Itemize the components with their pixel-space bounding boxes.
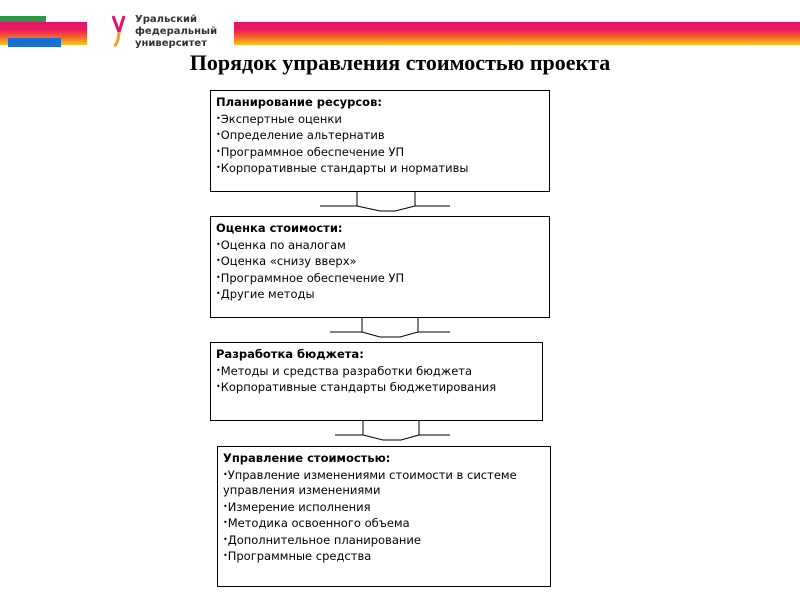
- university-logo-mark: [112, 14, 126, 48]
- list-item: • Экспертные оценки: [216, 111, 544, 128]
- list-item: • Оценка «снизу вверх»: [216, 253, 544, 270]
- box-resource-planning: [210, 90, 550, 192]
- list-item: • Корпоративные стандарты и нормативы: [216, 160, 544, 177]
- box-heading: Планирование ресурсов:: [216, 95, 382, 109]
- box-heading: Разработка бюджета:: [216, 347, 364, 361]
- list-item: • Другие методы: [216, 286, 544, 303]
- logo-line: Уральский: [135, 14, 197, 25]
- list-item: • Определение альтернатив: [216, 127, 544, 144]
- arrow-down-icon: [330, 317, 460, 339]
- list-item: • Управление изменениями стоимости в системе управления изменениями: [223, 467, 545, 499]
- box-heading: Оценка стоимости:: [216, 221, 343, 235]
- list-item: • Программные средства: [223, 548, 545, 565]
- list-item: • Оценка по аналогам: [216, 237, 544, 254]
- list-item: • Методы и средства разработки бюджета: [216, 363, 537, 380]
- logo-line: федеральный: [135, 26, 218, 37]
- list-item: • Программное обеспечение УП: [216, 144, 544, 161]
- header-color-strip: [234, 22, 800, 45]
- box-cost-control: [217, 446, 551, 587]
- list-item: • Измерение исполнения: [223, 499, 545, 516]
- logo-text: [135, 14, 217, 50]
- arrow-down-icon: [335, 420, 465, 442]
- arrow-down-icon: [320, 191, 450, 213]
- list-item: • Дополнительное планирование: [223, 532, 545, 549]
- list-item: • Корпоративные стандарты бюджетирования: [216, 379, 537, 396]
- box-budget-development: [210, 342, 543, 421]
- box-cost-estimation: [210, 216, 550, 318]
- box-heading: Управление стоимостью:: [223, 451, 391, 465]
- logo-blue-bar: [8, 38, 61, 47]
- logo-line: университет: [135, 38, 208, 49]
- page-title: Порядок управления стоимостью проекта: [189, 50, 611, 75]
- list-item: • Методика освоенного объема: [223, 515, 545, 532]
- list-item: • Программное обеспечение УП: [216, 270, 544, 287]
